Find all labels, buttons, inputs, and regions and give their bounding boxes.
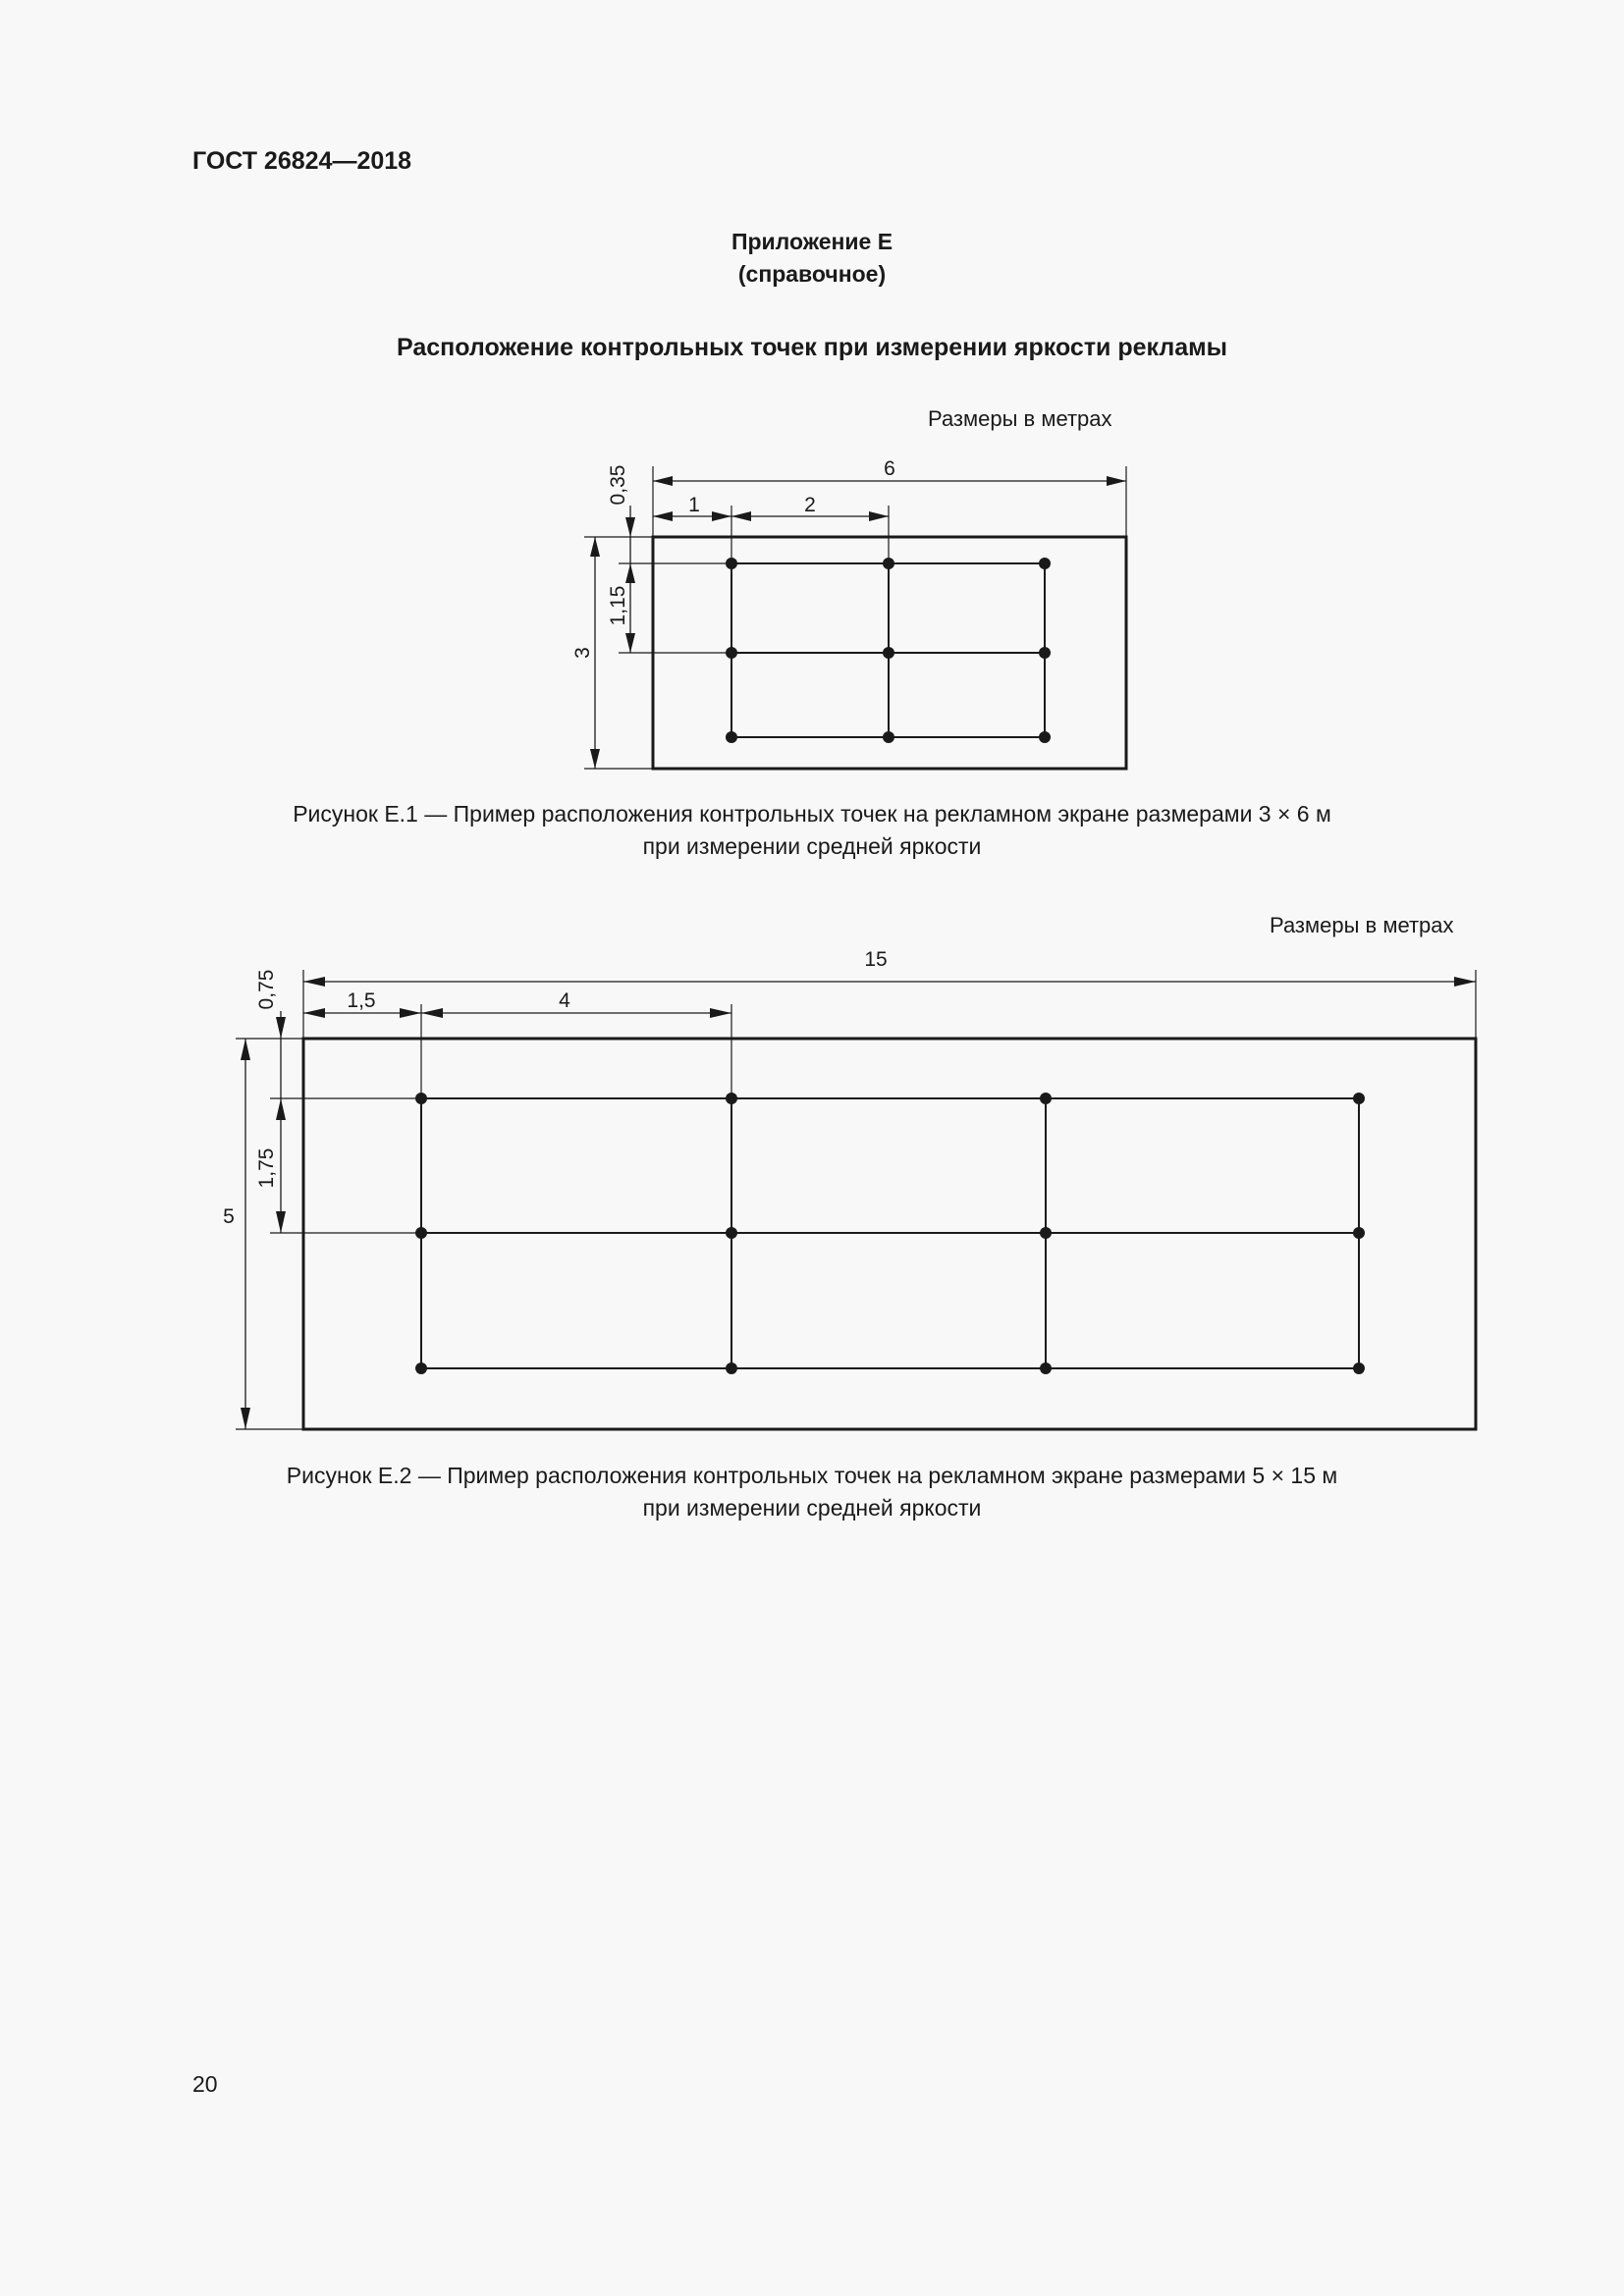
figure-2-dimension-columns xyxy=(303,989,731,1018)
figure-2-caption xyxy=(0,1460,1624,1524)
figure-1-height-label: 3 xyxy=(571,647,594,659)
figure-2-step-x-label: 4 xyxy=(559,989,570,1012)
figure-1-step-x-label: 2 xyxy=(804,494,816,516)
section-title: Расположение контрольных точек при измерении яркости рекламы xyxy=(397,334,1227,361)
figure-2-caption-line-1: Рисунок Е.2 — Пример расположения контрольных точек на рекламном экране размерами 5 × 15 м xyxy=(286,1463,1338,1488)
control-point xyxy=(726,1362,737,1374)
figure-1-caption-line-2: при измерении средней яркости xyxy=(642,833,982,859)
figure-2-offset-x-label: 1,5 xyxy=(347,989,376,1012)
figure-1-caption-line-1: Рисунок Е.1 — Пример расположения контрольных точек на рекламном экране размерами 3 × 6 м xyxy=(293,801,1331,827)
figure-2-offset-y-label: 0,75 xyxy=(255,969,278,1010)
control-point xyxy=(415,1362,427,1374)
page-number: 20 xyxy=(192,2071,218,2097)
figure-2-dimension-height xyxy=(223,1039,250,1429)
appendix-title: Приложение Е xyxy=(731,229,893,254)
control-point xyxy=(1040,1227,1052,1239)
appendix-subtitle: (справочное) xyxy=(737,261,887,287)
figure-1-width-label: 6 xyxy=(884,457,895,480)
control-point xyxy=(726,1227,737,1239)
control-point xyxy=(1353,1227,1365,1239)
control-point xyxy=(1353,1093,1365,1104)
figure-2-caption-line-2: при измерении средней яркости xyxy=(642,1495,982,1521)
figure-2-dimension-width xyxy=(303,948,1476,987)
figure-1-units-note: Размеры в метрах xyxy=(928,406,1112,431)
figure-2-height-label: 5 xyxy=(223,1205,235,1228)
figure-1-offset-y-label: 0,35 xyxy=(607,464,629,506)
control-point xyxy=(1040,1362,1052,1374)
figure-1-step-y-label: 1,15 xyxy=(607,585,629,626)
figure-2-grid xyxy=(421,1098,1359,1368)
figure-2-width-label: 15 xyxy=(864,948,888,971)
document-header: ГОСТ 26824—2018 xyxy=(192,147,412,175)
figure-2-units-note: Размеры в метрах xyxy=(1270,913,1454,937)
figure-2-step-y-label: 1,75 xyxy=(255,1148,278,1189)
control-point xyxy=(1040,1093,1052,1104)
figure-1-offset-x-label: 1 xyxy=(688,494,700,516)
control-point xyxy=(1353,1362,1365,1374)
figure-2-dimension-rows xyxy=(255,970,286,1233)
